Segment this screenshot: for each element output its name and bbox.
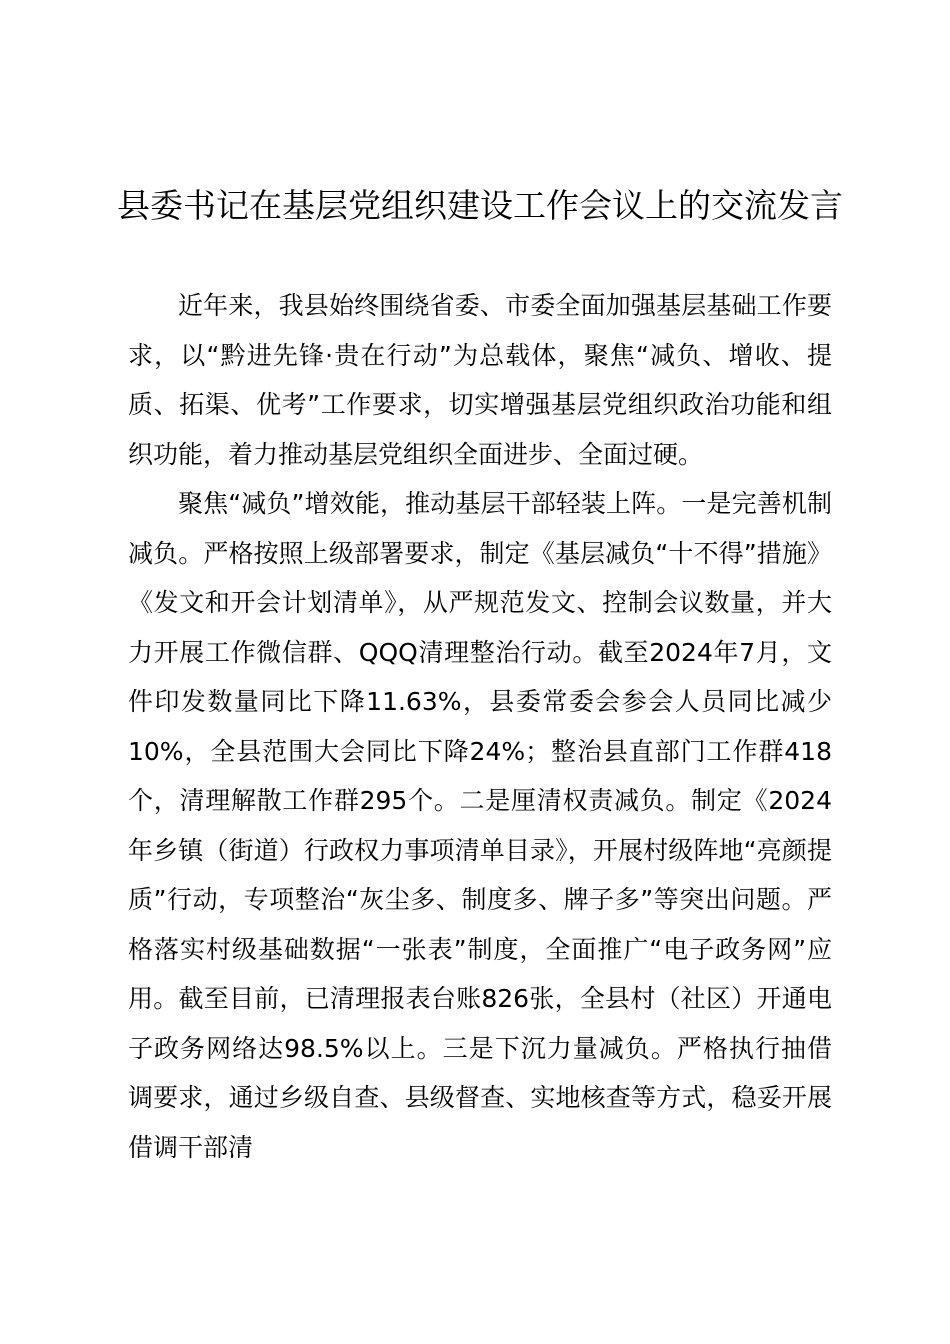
document-title: 县委书记在基层党组织建设工作会议上的交流发言	[117, 186, 843, 225]
paragraph-intro: 近年来，我县始终围绕省委、市委全面加强基层基础工作要求，以“黔进先锋·贵在行动”为总载体，聚焦“减负、增收、提质、拓渠、优考”工作要求，切实增强基层党组织政治功能和组织功能，着力推动基层党组织全面进步、全面过硬。	[128, 291, 832, 469]
paragraph-reduce-burden: 聚焦“减负”增效能，推动基层干部轻装上阵。一是完善机制减负。严格按照上级部署要求，制定《基层减负“十不得”措施》《发文和开会计划清单》，从严规范发文、控制会议数量，并大力开展工作微信群、QQQ清理整治行动。截至2024年7月，文件印发数量同比下降11.63%，县委常委会参会人员同比减少10%，全县范围大会同比下降24%；整治县直部门工作群418个，清理解散工作群295个。二是厘清权责减负。制定《2024年乡镇（街道）行政权力事项清单目录》，开展村级阵地“亮颜提质”行动，专项整治“灰尘多、制度多、牌子多”等突出问题。严格落实村级基础数据“一张表”制度，全面推广“电子政务网”应用。截至目前，已清理报表台账826张，全县村（社区）开通电子政务网络达98.5%以上。三是下沉力量减负。严格执行抽借调要求，通过乡级自查、县级督查、实地核查等方式，稳妥开展借调干部清	[128, 489, 832, 1162]
document-body	[128, 281, 832, 1172]
